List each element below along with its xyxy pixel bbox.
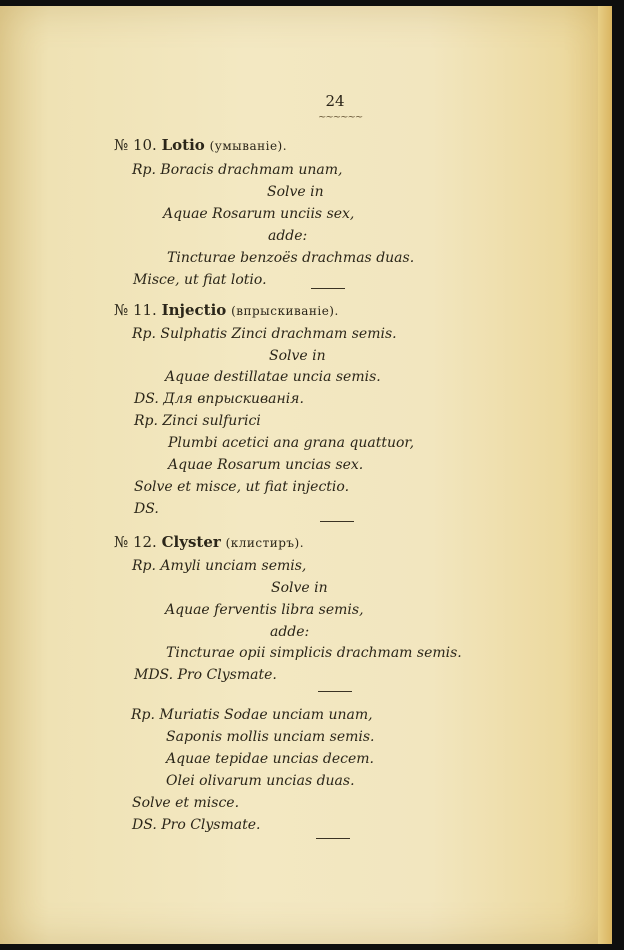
section-title: Lotio (161, 136, 205, 154)
book-page (0, 6, 612, 944)
recipe-line: Aquae tepidae uncias decem. (166, 751, 374, 767)
recipe-line: Olei olivarum uncias duas. (166, 773, 355, 789)
recipe-line: Solve in (271, 580, 328, 596)
recipe-line: Rp. Boracis drachmam unam, (132, 162, 343, 178)
section-russian-title: (клистиръ). (225, 536, 305, 550)
section-divider (311, 288, 345, 289)
recipe-line: Aquae ferventis libra semis, (165, 602, 364, 618)
recipe-line: Rp. Zinci sulfurici (134, 413, 261, 429)
recipe-line: Solve et misce, ut fiat injectio. (134, 479, 350, 495)
section-title: Clyster (161, 533, 221, 551)
recipe-line: Tincturae benzoës drachmas duas. (167, 250, 415, 266)
recipe-line: adde: (268, 228, 308, 244)
recipe-line: DS. (134, 501, 159, 517)
recipe-line: Tincturae opii simplicis drachmam semis. (166, 645, 462, 661)
recipe-line: Plumbi acetici ana grana quattuor, (168, 435, 415, 451)
section-11-heading (114, 301, 339, 320)
recipe-line: Solve in (267, 184, 324, 200)
section-russian-title: (впрыскиваніе). (231, 304, 339, 318)
recipe-line: Aquae Rosarum unciis sex, (163, 206, 355, 222)
section-number: № 11. (114, 301, 157, 319)
recipe-line: Rp. Muriatis Sodae unciam unam, (131, 707, 373, 723)
recipe-line: Misce, ut fiat lotio. (133, 272, 267, 288)
page-number: 24 (325, 92, 345, 110)
recipe-line: Aquae destillatae uncia semis. (165, 369, 381, 385)
recipe-line: Solve in (269, 348, 326, 364)
recipe-line: DS. Для впрыскиванія. (134, 391, 304, 407)
section-divider (320, 521, 354, 522)
recipe-line: Saponis mollis unciam semis. (166, 729, 375, 745)
recipe-line: Rp. Sulphatis Zinci drachmam semis. (132, 326, 397, 342)
page-number-ornament: ~~~~~~ (318, 112, 363, 123)
section-divider (316, 838, 350, 839)
section-10-heading (114, 136, 287, 155)
recipe-line: Rp. Amyli unciam semis, (132, 558, 307, 574)
section-number: № 10. (114, 136, 157, 154)
section-russian-title: (умываніе). (209, 139, 288, 153)
page-spine-edge (598, 6, 612, 944)
recipe-line: adde: (270, 624, 310, 640)
section-12-heading (114, 533, 304, 552)
recipe-line: MDS. Pro Clysmate. (134, 667, 277, 683)
recipe-line: DS. Pro Clysmate. (132, 817, 261, 833)
recipe-line: Solve et misce. (132, 795, 240, 811)
section-number: № 12. (114, 533, 157, 551)
recipe-line: Aquae Rosarum uncias sex. (168, 457, 364, 473)
section-divider (318, 691, 352, 692)
section-title: Injectio (161, 301, 227, 319)
